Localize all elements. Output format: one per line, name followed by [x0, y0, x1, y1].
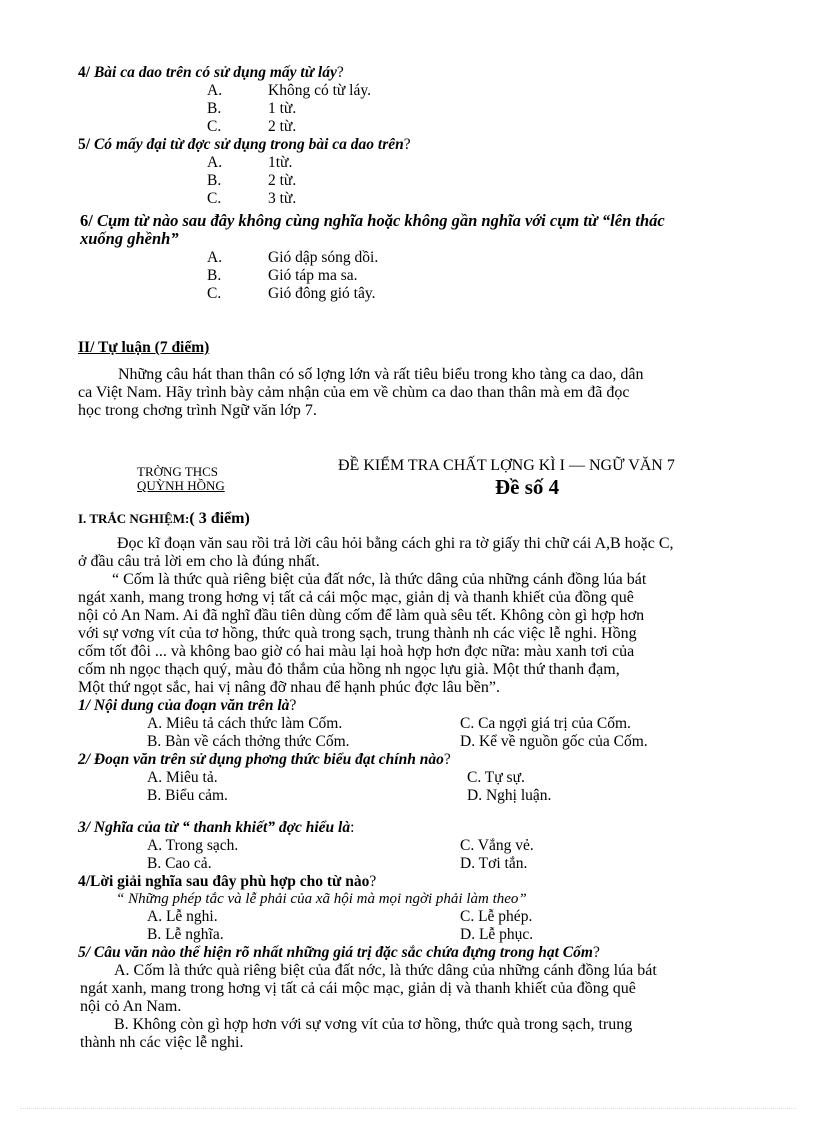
passage-line: cốm nh ngọc thạch quý, màu đỏ thắm của hồng nh ngọc lựu già. Một thứ thanh đạm,	[78, 661, 620, 678]
passage-line: với sự vơng vít của tơ hồng, thức quà trong sạch, trung thành nh các việc lễ nghi. Hồng	[78, 625, 637, 642]
mcq-2-option-a: A. Miêu tả.	[147, 769, 218, 786]
exam-title: ĐỀ KIỂM TRA CHẤT LỢNG KÌ I — NGỮ VĂN 7	[338, 457, 675, 474]
page-footer-divider	[20, 1108, 796, 1109]
mcq-2-option-c: C. Tự sự.	[467, 769, 525, 786]
school-name-line-1: TRỜNG THCS	[137, 464, 219, 479]
q4-option-a-text: Không có từ láy.	[268, 82, 371, 99]
mcq-5-option-a-line: ngát xanh, mang trong hơng vị tất cả cái mộc mạc, giản dị và thanh khiết của đồng quê	[80, 980, 636, 997]
exam-number: Đề số 4	[495, 475, 560, 499]
mcq-4-option-c: C. Lễ phép.	[460, 908, 533, 925]
mcq-5-option-a-line: nội cỏ An Nam.	[80, 998, 182, 1015]
mcq-4-prompt: 4/Lời giải nghĩa sau đây phù hợp cho từ nào?	[78, 873, 377, 890]
passage-line: Một thứ ngọt sắc, hai vị nâng đỡ nhau để hạnh phúc đợc lâu bền”.	[78, 679, 500, 696]
mcq-1-option-a: A. Miêu tả cách thức làm Cốm.	[147, 715, 343, 732]
mcq-2-prompt: 2/ Đoạn văn trên sử dụng phơng thức biểu đạt chính nào?	[78, 751, 451, 768]
mcq-4-quote: “ Những phép tắc và lễ phải của xã hội mà mọi ngời phải làm theo”	[116, 891, 527, 907]
q5-option-b: B.	[207, 172, 222, 189]
mcq-1-option-c: C. Ca ngợi giá trị của Cốm.	[460, 715, 631, 732]
q6-option-a-text: Gió dập sóng dồi.	[268, 249, 379, 266]
mcq-3-prompt: 3/ Nghĩa của từ “ thanh khiết” đợc hiểu là:	[78, 819, 355, 836]
instruction-line-2: ở đầu câu trả lời em cho là đúng nhất.	[78, 553, 320, 570]
question-6-prompt-cont: xuống ghềnh”	[80, 229, 179, 248]
mcq-5-option-b-line: thành nh các việc lễ nghi.	[80, 1034, 244, 1051]
mcq-4-option-a: A. Lễ nghi.	[147, 908, 218, 925]
essay-line-2: ca Việt Nam. Hãy trình bày cảm nhận của em về chùm ca dao than thân mà em đã đọc	[78, 384, 630, 401]
q5-option-c-text: 3 từ.	[268, 190, 297, 207]
mcq-3-option-d: D. Tơi tắn.	[460, 855, 528, 872]
essay-line-3: học trong chơng trình Ngữ văn lớp 7.	[78, 402, 317, 419]
mcq-2-option-b: B. Biểu cảm.	[147, 787, 228, 804]
mcq-1-option-d: D. Kể về nguồn gốc của Cốm.	[460, 733, 648, 750]
q4-option-c: C.	[207, 118, 222, 135]
mcq-5-option-b-line: B. Không còn gì hợp hơn với sự vơng vít của tơ hồng, thức quà trong sạch, trung	[114, 1016, 633, 1033]
essay-heading: II/ Tự luận (7 điểm)	[78, 339, 210, 356]
mcq-5-prompt: 5/ Câu văn nào thể hiện rõ nhất những giá trị đặc sắc chứa đựng trong hạt Cốm?	[78, 944, 600, 961]
instruction-line-1: Đọc kĩ đoạn văn sau rồi trả lời câu hỏi bằng cách ghi ra tờ giấy thi chữ cái A,B hoặc C,	[117, 535, 674, 552]
essay-line-1: Những câu hát than thân có số lợng lớn và rất tiêu biểu trong kho tàng ca dao, dân	[118, 366, 644, 383]
passage-line: ngát xanh, mang trong hơng vị tất cả cái mộc mạc, giản dị và thanh khiết của đồng quê	[78, 589, 634, 606]
mcq-3-option-b: B. Cao cả.	[147, 855, 212, 872]
mcq-2-option-d: D. Nghị luận.	[467, 787, 552, 804]
q5-option-c: C.	[207, 190, 222, 207]
question-5-prompt: 5/ Có mấy đại từ đợc sử dụng trong bài ca dao trên?	[78, 136, 411, 153]
school-name-line-2: QUỲNH HỒNG	[137, 478, 225, 493]
q4-option-c-text: 2 từ.	[268, 118, 297, 135]
q4-option-b: B.	[207, 100, 222, 117]
mcq-5-option-a-line: A. Cốm là thức quà riêng biệt của đất nớc, là thức dâng của những cánh đồng lúa bát	[114, 962, 657, 979]
passage-line: nội cỏ An Nam. Ai đã nghĩ đầu tiên dùng cốm để làm quà sêu tết. Không còn gì hợp hơn	[78, 607, 645, 624]
mcq-3-option-a: A. Trong sạch.	[147, 837, 239, 854]
mcq-1-option-b: B. Bàn về cách thởng thức Cốm.	[147, 733, 350, 750]
q5-option-b-text: 2 từ.	[268, 172, 297, 189]
mcq-3-option-c: C. Vắng vẻ.	[460, 837, 534, 854]
question-6-prompt: 6/ Cụm từ nào sau đây không cùng nghĩa hoặc không gần nghĩa với cụm từ “lên thác	[80, 211, 665, 230]
question-4-prompt: 4/ Bài ca dao trên có sử dụng mấy từ láy?	[78, 64, 344, 81]
q4-option-a: A.	[207, 82, 223, 99]
q5-option-a: A.	[207, 154, 223, 171]
q6-option-c-text: Gió đông gió tây.	[268, 285, 376, 302]
passage-line: “ Cốm là thức quà riêng biệt của đất nớc, là thức dâng của những cánh đồng lúa bát	[112, 571, 647, 588]
q6-option-b-text: Gió táp ma sa.	[268, 267, 358, 284]
q4-option-b-text: 1 từ.	[268, 100, 297, 117]
passage-line: cốm tốt đôi ... và không bao giờ có hai màu lại hoà hợp hơn đợc nữa: màu xanh tơi của	[78, 643, 635, 660]
q6-option-a: A.	[207, 249, 223, 266]
q6-option-b: B.	[207, 267, 222, 284]
q6-option-c: C.	[207, 285, 222, 302]
mcq-1-prompt: 1/ Nội dung của đoạn văn trên là?	[78, 697, 297, 714]
q5-option-a-text: 1từ.	[268, 154, 293, 171]
mcq-4-option-d: D. Lễ phục.	[460, 926, 534, 943]
section-1-heading: I. TRẮC NGHIỆM:( 3 điểm)	[78, 510, 250, 527]
mcq-4-option-b: B. Lễ nghĩa.	[147, 926, 224, 943]
